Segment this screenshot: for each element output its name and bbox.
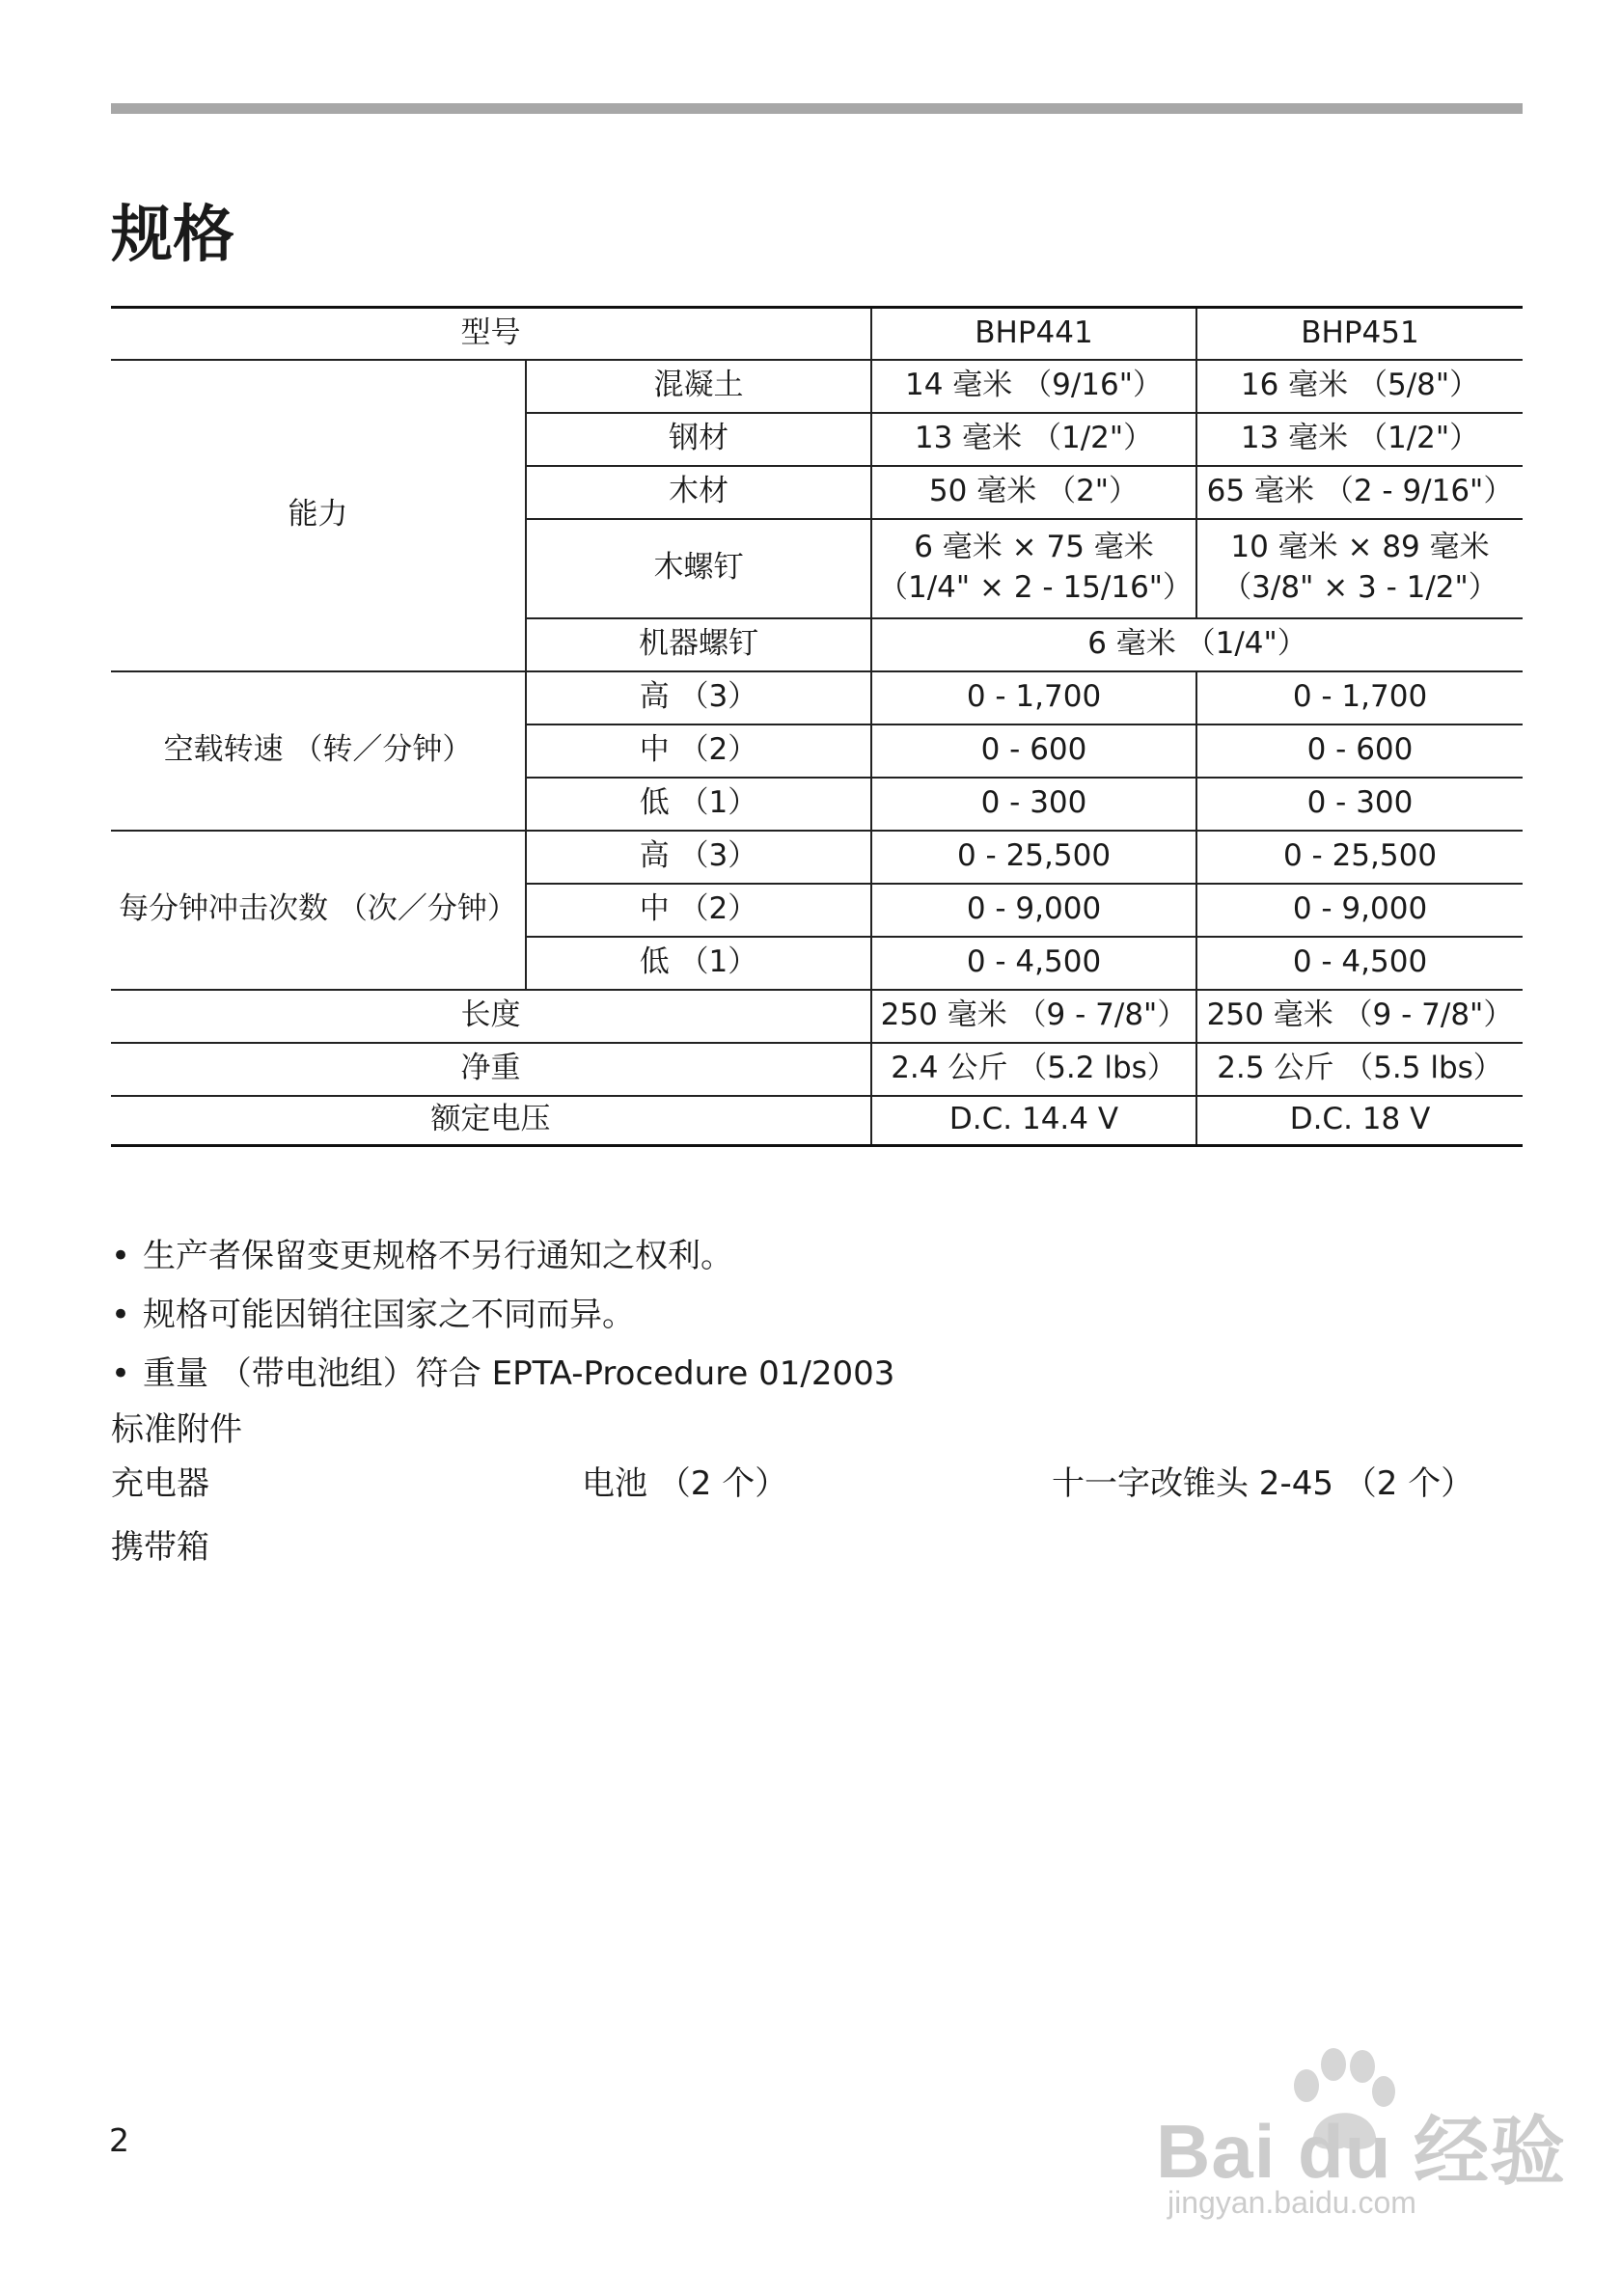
cell-value: 250 毫米 （9 - 7/8"）: [871, 990, 1196, 1043]
table-header-row: [111, 308, 1523, 360]
accessory-item: 携带箱: [111, 1528, 209, 1567]
cell-value: 0 - 600: [1196, 724, 1523, 778]
capacity-group-label: 能力: [111, 360, 526, 671]
list-item: • 规格可能因销往国家之不同而异。: [111, 1286, 894, 1345]
row-label: 净重: [111, 1043, 871, 1096]
cell-value: 0 - 4,500: [1196, 937, 1523, 990]
model-label: 型号: [111, 308, 871, 360]
cell-value: 0 - 600: [871, 724, 1196, 778]
baidu-watermark: [1156, 2045, 1567, 2238]
table-row: [111, 671, 1523, 724]
cell-value: 65 毫米 （2 - 9/16"）: [1196, 466, 1523, 519]
cell-value: 0 - 9,000: [871, 884, 1196, 937]
table-row: [111, 1096, 1523, 1146]
cell-value: 6 毫米 （1/4"）: [871, 618, 1523, 671]
table-row: [111, 360, 1523, 413]
cell-value: D.C. 14.4 V: [871, 1096, 1196, 1146]
watermark-logo: Bai du 经验: [1156, 2109, 1567, 2194]
row-label: 低 （1）: [526, 937, 871, 990]
cell-line: 10 毫米 × 89 毫米: [1230, 530, 1490, 565]
cell-value: 13 毫米 （1/2"）: [1196, 413, 1523, 466]
row-label: 中 （2）: [526, 724, 871, 778]
cell-value: 0 - 1,700: [871, 671, 1196, 724]
model-b-name: BHP451: [1196, 308, 1523, 360]
cell-value: [871, 519, 1196, 618]
row-label: 额定电压: [111, 1096, 871, 1146]
table-row: [111, 831, 1523, 884]
cell-value: 250 毫米 （9 - 7/8"）: [1196, 990, 1523, 1043]
row-label: 长度: [111, 990, 871, 1043]
row-label: 木螺钉: [526, 519, 871, 618]
blows-per-minute-group-label: 每分钟冲击次数 （次／分钟）: [111, 831, 526, 990]
list-item: • 生产者保留变更规格不另行通知之权利。: [111, 1227, 894, 1286]
cell-value: 0 - 25,500: [1196, 831, 1523, 884]
cell-value: 0 - 300: [871, 778, 1196, 831]
cell-value: 0 - 300: [1196, 778, 1523, 831]
cell-value: 2.4 公斤 （5.2 lbs）: [871, 1043, 1196, 1096]
cell-line: （3/8" × 3 - 1/2"）: [1222, 570, 1498, 605]
list-item: • 重量 （带电池组）符合 EPTA-Procedure 01/2003: [111, 1345, 894, 1404]
row-label: 低 （1）: [526, 778, 871, 831]
model-a-name: BHP441: [871, 308, 1196, 360]
cell-value: 16 毫米 （5/8"）: [1196, 360, 1523, 413]
cell-value: 14 毫米 （9/16"）: [871, 360, 1196, 413]
cell-value: 2.5 公斤 （5.5 lbs）: [1196, 1043, 1523, 1096]
cell-value: [1196, 519, 1523, 618]
top-rule: [111, 103, 1523, 114]
cell-line: 6 毫米 × 75 毫米: [914, 530, 1154, 565]
row-label: 机器螺钉: [526, 618, 871, 671]
row-label: 木材: [526, 466, 871, 519]
page-title: 规格: [111, 200, 234, 271]
no-load-speed-group-label: 空载转速 （转／分钟）: [111, 671, 526, 831]
page-number: 2: [109, 2121, 129, 2159]
cell-value: 0 - 9,000: [1196, 884, 1523, 937]
cell-value: 0 - 25,500: [871, 831, 1196, 884]
specifications-table: [111, 306, 1523, 1147]
row-label: 高 （3）: [526, 671, 871, 724]
cell-value: 0 - 4,500: [871, 937, 1196, 990]
row-label: 钢材: [526, 413, 871, 466]
row-label: 中 （2）: [526, 884, 871, 937]
row-label: 混凝土: [526, 360, 871, 413]
cell-value: 50 毫米 （2"）: [871, 466, 1196, 519]
notes-list: [111, 1227, 894, 1404]
watermark-url: jingyan.baidu.com: [1168, 2185, 1416, 2220]
cell-value: 13 毫米 （1/2"）: [871, 413, 1196, 466]
cell-value: D.C. 18 V: [1196, 1096, 1523, 1146]
row-label: 高 （3）: [526, 831, 871, 884]
accessory-item: 电池 （2 个）: [582, 1464, 788, 1503]
cell-line: （1/4" × 2 - 15/16"）: [878, 570, 1194, 605]
cell-value: 0 - 1,700: [1196, 671, 1523, 724]
table-row: [111, 990, 1523, 1043]
accessories-heading: 标准附件: [111, 1410, 242, 1449]
table-row: [111, 1043, 1523, 1096]
accessory-item: 十一字改锥头 2-45 （2 个）: [1052, 1464, 1474, 1503]
accessory-item: 充电器: [111, 1464, 209, 1503]
